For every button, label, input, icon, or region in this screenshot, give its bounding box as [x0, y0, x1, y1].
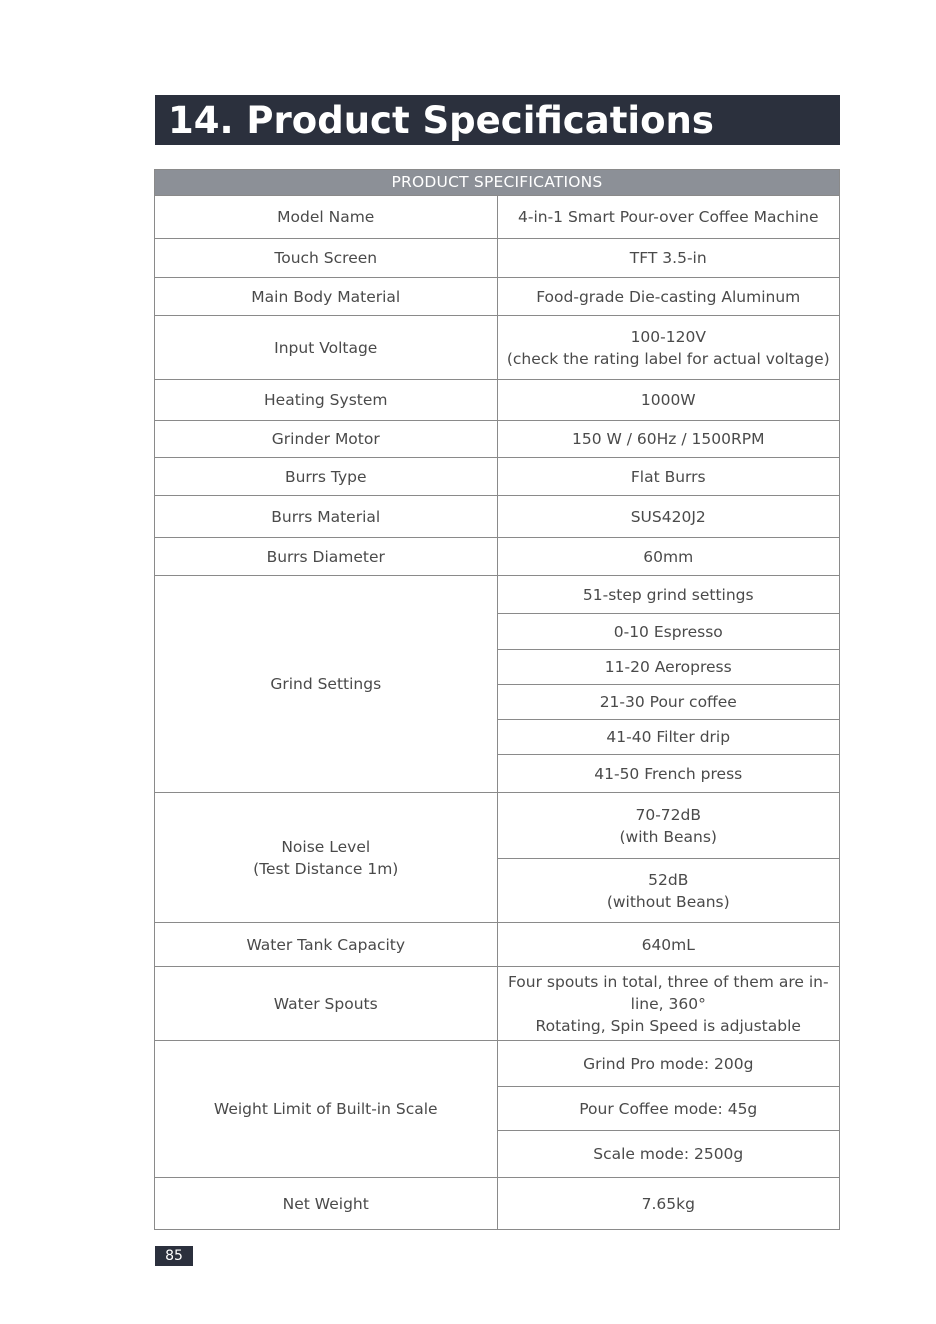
spec-value: Food-grade Die-casting Aluminum [497, 278, 840, 316]
table-row [155, 421, 840, 458]
page-title: 14. Product Specifications [155, 95, 840, 145]
spec-label: Touch Screen [155, 239, 498, 278]
table-row [155, 196, 840, 239]
spec-label: Water Tank Capacity [155, 923, 498, 967]
spec-value-line: Four spouts in total, three of them are in-line, 360° [507, 972, 829, 1013]
spec-table [154, 169, 840, 1230]
page-number: 85 [155, 1246, 193, 1266]
spec-label: Grinder Motor [155, 421, 498, 458]
spec-value: Grind Pro mode: 200g [497, 1041, 840, 1087]
spec-value: 7.65kg [497, 1178, 840, 1230]
spec-value-line: (check the rating label for actual voltage) [506, 349, 830, 368]
spec-label: Heating System [155, 380, 498, 421]
spec-label: Grind Settings [155, 576, 498, 793]
spec-label [155, 793, 498, 923]
spec-value [497, 859, 840, 923]
spec-value [497, 316, 840, 380]
spec-value: 41-40 Filter drip [497, 720, 840, 755]
spec-label: Burrs Type [155, 458, 498, 496]
spec-label-line: (Test Distance 1m) [253, 859, 399, 878]
table-header-row [155, 170, 840, 196]
table-row [155, 380, 840, 421]
spec-value: 0-10 Espresso [497, 614, 840, 650]
spec-label: Input Voltage [155, 316, 498, 380]
spec-value: 21-30 Pour coffee [497, 685, 840, 720]
table-row [155, 538, 840, 576]
table-row [155, 793, 840, 859]
spec-value: 51-step grind settings [497, 576, 840, 614]
spec-value [497, 967, 840, 1041]
table-row [155, 458, 840, 496]
spec-label: Main Body Material [155, 278, 498, 316]
spec-value-line: 52dB [648, 870, 689, 889]
spec-value: SUS420J2 [497, 496, 840, 538]
spec-value: 640mL [497, 923, 840, 967]
spec-value: 4-in-1 Smart Pour-over Coffee Machine [497, 196, 840, 239]
spec-value-line: 70-72dB [635, 805, 701, 824]
spec-value-line: 100-120V [630, 327, 706, 346]
spec-label: Burrs Diameter [155, 538, 498, 576]
spec-label: Net Weight [155, 1178, 498, 1230]
table-row [155, 923, 840, 967]
spec-value: Pour Coffee mode: 45g [497, 1087, 840, 1131]
table-row [155, 1041, 840, 1087]
spec-value-line: (with Beans) [619, 827, 717, 846]
spec-label: Burrs Material [155, 496, 498, 538]
spec-value: 41-50 French press [497, 755, 840, 793]
spec-value: 1000W [497, 380, 840, 421]
table-row [155, 576, 840, 614]
spec-value: 60mm [497, 538, 840, 576]
table-row [155, 496, 840, 538]
spec-value: TFT 3.5-in [497, 239, 840, 278]
table-row [155, 278, 840, 316]
table-row [155, 239, 840, 278]
spec-label: Weight Limit of Built-in Scale [155, 1041, 498, 1178]
spec-value-line: Rotating, Spin Speed is adjustable [535, 1016, 801, 1035]
spec-value [497, 793, 840, 859]
spec-label: Water Spouts [155, 967, 498, 1041]
spec-value-line: (without Beans) [606, 892, 730, 911]
spec-label-line: Noise Level [281, 837, 371, 856]
spec-label: Model Name [155, 196, 498, 239]
spec-value: 150 W / 60Hz / 1500RPM [497, 421, 840, 458]
spec-value: 11-20 Aeropress [497, 650, 840, 685]
table-header: PRODUCT SPECIFICATIONS [155, 170, 840, 196]
spec-value: Flat Burrs [497, 458, 840, 496]
table-row [155, 967, 840, 1041]
table-row [155, 1178, 840, 1230]
spec-value: Scale mode: 2500g [497, 1131, 840, 1178]
table-row [155, 316, 840, 380]
